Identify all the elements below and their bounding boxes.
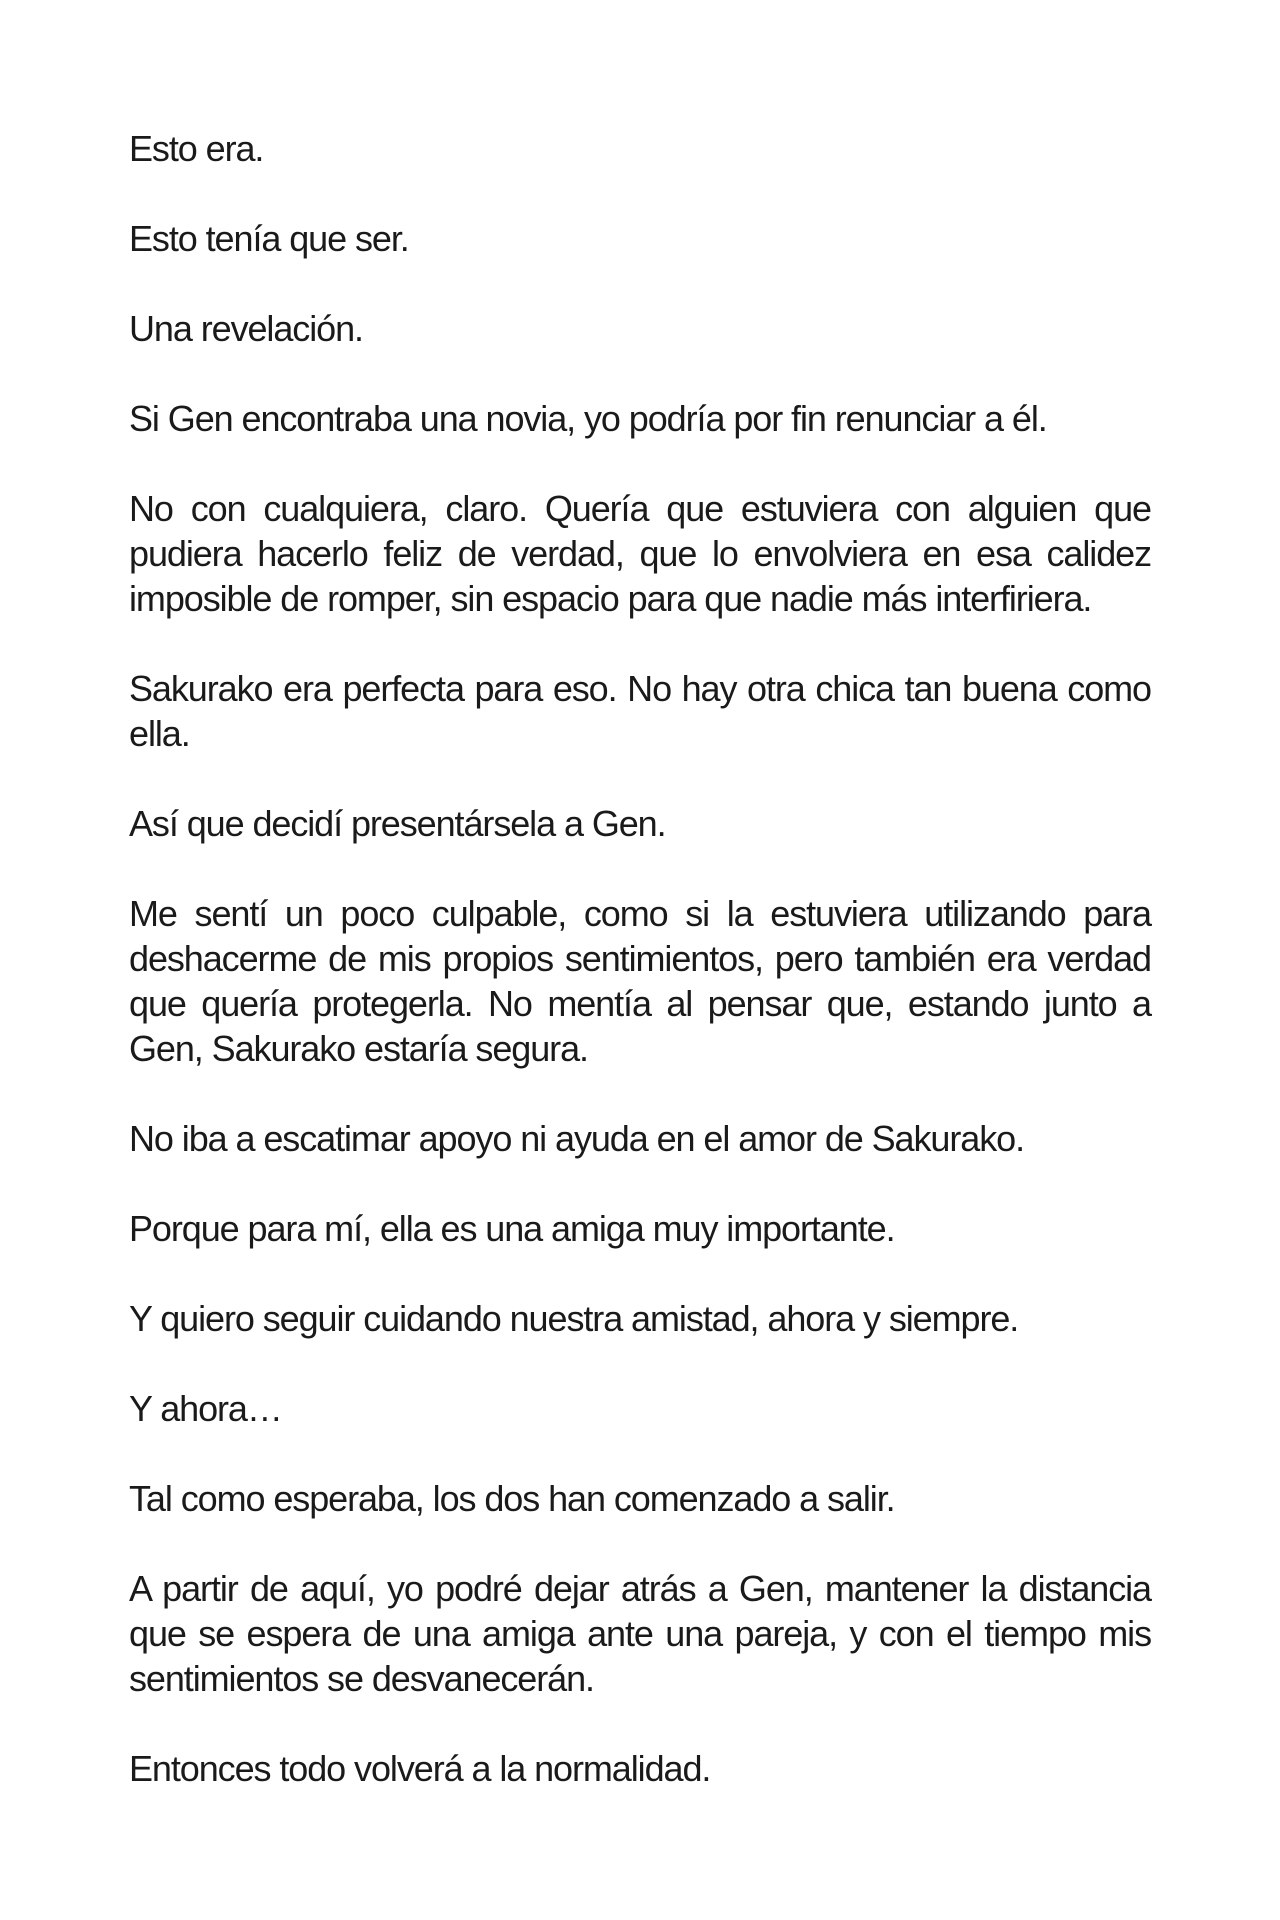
- paragraph: Y ahora…: [129, 1388, 282, 1429]
- paragraph: Así que decidí presentársela a Gen.: [129, 803, 666, 844]
- paragraph: A partir de aquí, yo podré dejar atrás a Gen, mantener la distancia que se espera de una amiga ante una pareja, y con el tiempo mis sentimientos se desvanecerán.: [129, 1568, 1151, 1699]
- paragraph: Sakurako era perfecta para eso. No hay otra chica tan buena como ella.: [129, 668, 1151, 754]
- paragraph: No iba a escatimar apoyo ni ayuda en el amor de Sakurako.: [129, 1118, 1024, 1159]
- paragraph: Entonces todo volverá a la normalidad.: [129, 1748, 711, 1789]
- paragraph: Una revelación.: [129, 308, 363, 349]
- paragraph: Esto era.: [129, 128, 264, 169]
- text-body: [129, 126, 1151, 1791]
- paragraph: Esto tenía que ser.: [129, 218, 409, 259]
- paragraph: Y quiero seguir cuidando nuestra amistad, ahora y siempre.: [129, 1298, 1019, 1339]
- paragraph: Me sentí un poco culpable, como si la estuviera utilizando para deshacerme de mis propios sentimientos, pero también era verdad que quería protegerla. No mentía al pensar que, estando junto a Gen, Sakurako estaría segura.: [129, 893, 1151, 1069]
- paragraph: No con cualquiera, claro. Quería que estuviera con alguien que pudiera hacerlo feliz de verdad, que lo envolviera en esa calidez imposible de romper, sin espacio para que nadie más interfiriera.: [129, 488, 1151, 619]
- paragraph: Porque para mí, ella es una amiga muy importante.: [129, 1208, 895, 1249]
- paragraph: Tal como esperaba, los dos han comenzado a salir.: [129, 1478, 895, 1519]
- paragraph: Si Gen encontraba una novia, yo podría por fin renunciar a él.: [129, 398, 1047, 439]
